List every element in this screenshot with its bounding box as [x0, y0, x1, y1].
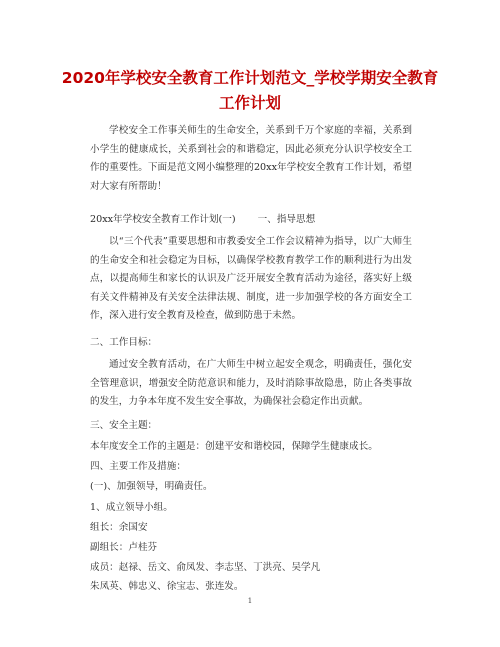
page-number: 1	[247, 597, 253, 605]
section1-paragraph: 以“三个代表”重要思想和市教委安全工作会议精神为指导，以广大师生的生命安全和社会稳定为目标，以确保学校教育教学工作的顺利进行为出发点，以提高师生和家长的认识及广泛开展安全教育活动为途径，落实好上级有关文件精神及有关安全法律法规、制度，进一步加强学校的各方面安全工作，深入进行安全教育及检查，做到防患于未然。	[90, 236, 412, 321]
subsection1-item1: 1、成立领导小组。	[90, 502, 173, 513]
document-title: 2020年学校安全教育工作计划范文_学校学期安全教育工作计划	[61, 69, 439, 112]
members-line-1: 成员：赵禄、岳文、俞凤发、李志坚、丁洪亮、吴学凡	[90, 562, 321, 573]
leader-line: 组长：余国安	[90, 522, 148, 533]
members-line-2: 朱凤英、韩忠义、徐宝志、张连发。	[90, 581, 244, 592]
section3-heading: 三、安全主题：	[90, 420, 158, 431]
subsection1-heading: (一)、加强领导，明确责任。	[90, 481, 213, 492]
intro-paragraph: 学校安全工作事关师生的生命安全，关系到千万个家庭的幸福，关系到小学生的健康成长，关系到社会的和谐稳定，因此必须充分认识学校安全工作的重要性。下面是范文网小编整理的20xx年学校安全教育工作计划，希望对大家有所帮助！	[90, 125, 412, 192]
deputy-line: 副组长：卢桂芬	[90, 542, 158, 553]
section2-paragraph: 通过安全教育活动，在广大师生中树立起安全观念，明确责任，强化安全管理意识，增强安全防范意识和能力，及时消除事故隐患，防止各类事故的发生，力争本年度不发生安全事故，为确保社会稳定作出贡献。	[90, 359, 412, 407]
section2-heading: 二、工作目标：	[90, 337, 158, 348]
plan-heading-line	[90, 213, 315, 227]
plan-heading: 20xx年学校安全教育工作计划(一)	[90, 214, 236, 225]
section4-heading: 四、主要工作及措施：	[90, 461, 186, 472]
section3-paragraph: 本年度安全工作的主题是：创建平安和谐校园，保障学生健康成长。	[90, 441, 378, 452]
section1-heading: 一、指导思想	[257, 214, 316, 225]
